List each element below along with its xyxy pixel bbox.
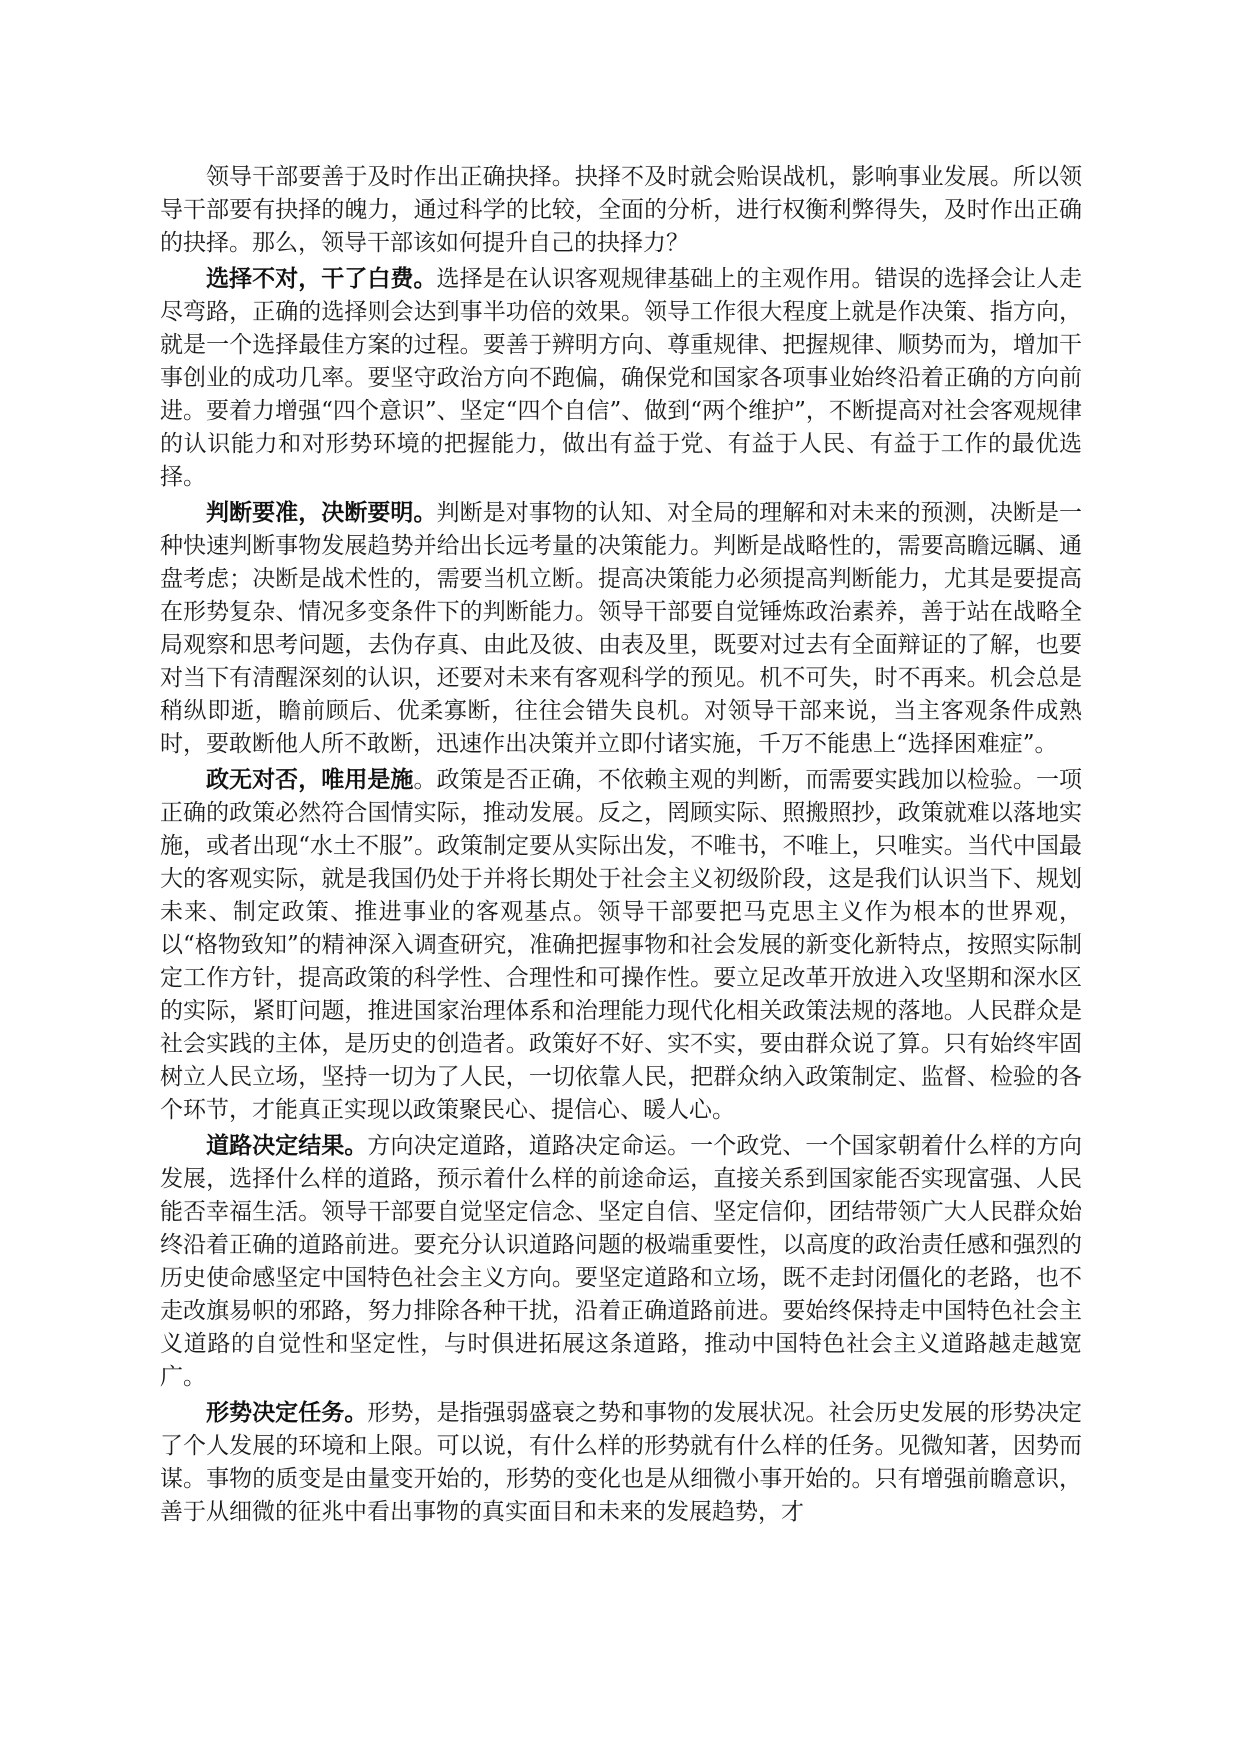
document-body <box>160 160 1082 1531</box>
paragraph-text: 判断是对事物的认知、对全局的理解和对未来的预测，决断是一种快速判断事物发展趋势并给出长远考量的决策能力。判断是战略性的，需要高瞻远瞩、通盘考虑；决断是战术性的，需要当机立断。提高决策能力必须提高判断能力，尤其是要提高在形势复杂、情况多变条件下的判断能力。领导干部要自觉锤炼政治素养，善于站在战略全局观察和思考问题，去伪存真、由此及彼、由表及里，既要对过去有全面辩证的了解，也要对当下有清醒深刻的认识，还要对未来有客观科学的预见。机不可失，时不再来。机会总是稍纵即逝，瞻前顾后、优柔寡断，往往会错失良机。对领导干部来说，当主客观条件成熟时，要敢断他人所不敢断，迅速作出决策并立即付诸实施，千万不能患上“选择困难症”。 <box>160 500 1083 757</box>
paragraph-road <box>160 1129 1082 1394</box>
paragraph-text: 领导干部要善于及时作出正确抉择。抉择不及时就会贻误战机，影响事业发展。所以领导干部要有抉择的魄力，通过科学的比较，全面的分析，进行权衡利弊得失，及时作出正确的抉择。那么，领导干部该如何提升自己的抉择力？ <box>160 164 1082 256</box>
paragraph-text: 选择是在认识客观规律基础上的主观作用。错误的选择会让人走尽弯路，正确的选择则会达到事半功倍的效果。领导工作很大程度上就是作决策、指方向，就是一个选择最佳方案的过程。要善于辨明方向、尊重规律、把握规律、顺势而为，增加干事创业的成功几率。要坚守政治方向不跑偏，确保党和国家各项事业始终沿着正确的方向前进。要着力增强“四个意识”、坚定“四个自信”、做到“两个维护”，不断提高对社会客观规律的认识能力和对形势环境的把握能力，做出有益于党、有益于人民、有益于工作的最优选择。 <box>160 266 1083 490</box>
paragraph-text: 。政策是否正确，不依赖主观的判断，而需要实践加以检验。一项正确的政策必然符合国情实际，推动发展。反之，罔顾实际、照搬照抄，政策就难以落地实施，或者出现“水土不服”。政策制定要从实际出发，不唯书，不唯上，只唯实。当代中国最大的客观实际，就是我国仍处于并将长期处于社会主义初级阶段，这是我们认识当下、规划未来、制定政策、推进事业的客观基点。领导干部要把马克思主义作为根本的世界观，以“格物致知”的精神深入调查研究，准确把握事物和社会发展的新变化新特点，按照实际制定工作方针，提高政策的科学性、合理性和可操作性。要立足改革开放进入攻坚期和深水区的实际，紧盯问题，推进国家治理体系和治理能力现代化相关政策法规的落地。人民群众是社会实践的主体，是历史的创造者。政策好不好、实不实，要由群众说了算。只有始终牢固树立人民立场，坚持一切为了人民，一切依靠人民，把群众纳入政策制定、监督、检验的各个环节，才能真正实现以政策聚民心、提信心、暖人心。 <box>160 767 1083 1123</box>
paragraph-situation <box>160 1396 1082 1529</box>
paragraph-lead: 选择不对，干了白费。 <box>206 265 437 292</box>
paragraph-choice <box>160 262 1082 494</box>
paragraph-intro <box>160 160 1082 260</box>
paragraph-text: 形势，是指强弱盛衰之势和事物的发展状况。社会历史发展的形势决定了个人发展的环境和上限。可以说，有什么样的形势就有什么样的任务。见微知著，因势而谋。事物的质变是由量变开始的，形势的变化也是从细微小事开始的。只有增强前瞻意识，善于从细微的征兆中看出事物的真实面目和未来的发展趋势，才 <box>160 1400 1083 1525</box>
paragraph-judgment <box>160 496 1082 761</box>
paragraph-text: 方向决定道路，道路决定命运。一个政党、一个国家朝着什么样的方向发展，选择什么样的道路，预示着什么样的前途命运，直接关系到国家能否实现富强、人民能否幸福生活。领导干部要自觉坚定信念、坚定自信、坚定信仰，团结带领广大人民群众始终沿着正确的道路前进。要充分认识道路问题的极端重要性，以高度的政治责任感和强烈的历史使命感坚定中国特色社会主义方向。要坚定道路和立场，既不走封闭僵化的老路，也不走改旗易帜的邪路，努力排除各种干扰，沿着正确道路前进。要始终保持走中国特色社会主义道路的自觉性和坚定性，与时俱进拓展这条道路，推动中国特色社会主义道路越走越宽广。 <box>160 1133 1083 1390</box>
paragraph-lead: 政无对否，唯用是施 <box>206 766 414 793</box>
paragraph-lead: 形势决定任务。 <box>206 1399 368 1426</box>
paragraph-lead: 判断要准，决断要明。 <box>206 499 437 526</box>
paragraph-lead: 道路决定结果。 <box>206 1132 368 1159</box>
paragraph-policy <box>160 763 1082 1127</box>
